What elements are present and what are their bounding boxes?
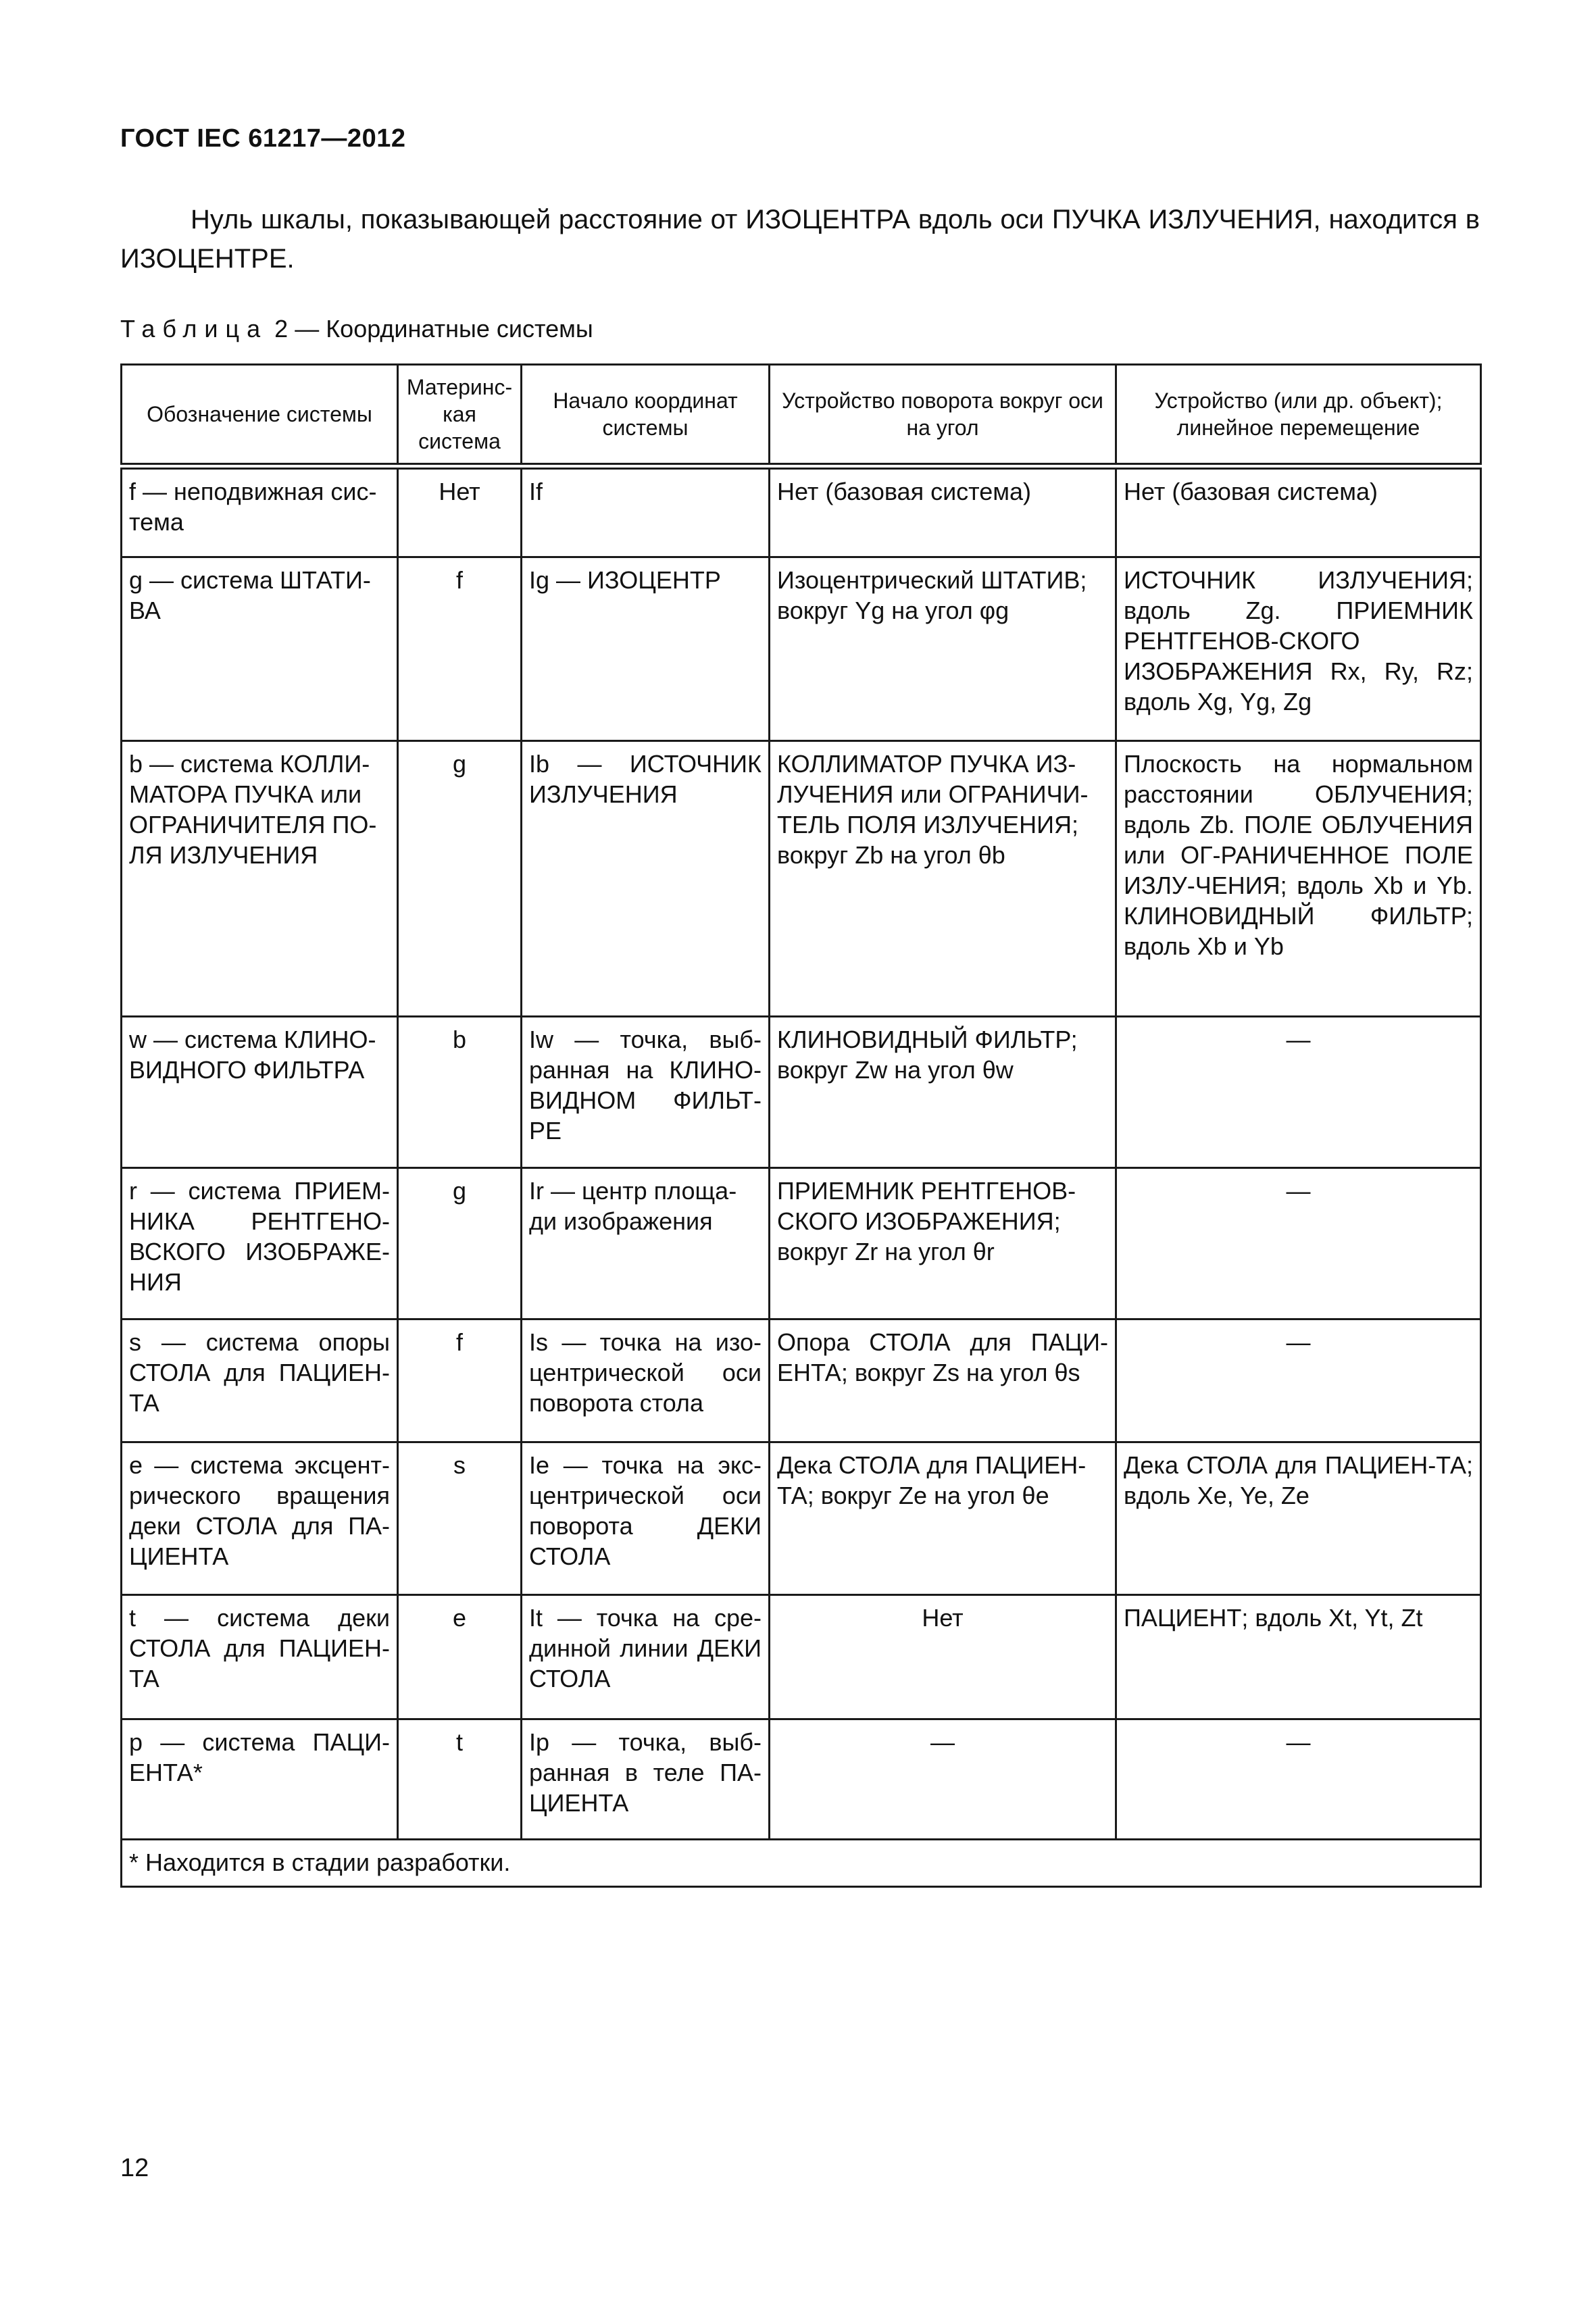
cell-parent-system: Нет bbox=[398, 466, 522, 557]
table-row bbox=[122, 1719, 1481, 1839]
table-row bbox=[122, 1594, 1481, 1719]
table-row bbox=[122, 1167, 1481, 1319]
cell-origin: It — точка на сре-динной линии ДЕКИ СТОЛА bbox=[522, 1594, 770, 1719]
cell-linear-motion: — bbox=[1116, 1719, 1481, 1839]
cell-designation: s — система опоры СТОЛА для ПАЦИЕН-ТА bbox=[122, 1319, 398, 1442]
cell-rotation-device: Нет (базовая система) bbox=[770, 466, 1116, 557]
cell-rotation-device: Изоцентрический ШТАТИВ; вокруг Yg на угол φg bbox=[770, 557, 1116, 740]
table-caption bbox=[120, 315, 593, 343]
column-header-rotation-device: Устройство поворота вокруг оси на угол bbox=[770, 365, 1116, 467]
cell-parent-system: t bbox=[398, 1719, 522, 1839]
table-footnote: * Находится в стадии разработки. bbox=[122, 1839, 1481, 1886]
cell-origin: Iw — точка, выб-ранная на КЛИНО-ВИДНОМ ФИЛЬТ-РЕ bbox=[522, 1016, 770, 1167]
cell-designation: g — система ШТАТИ-ВА bbox=[122, 557, 398, 740]
cell-linear-motion: — bbox=[1116, 1319, 1481, 1442]
cell-origin: If bbox=[522, 466, 770, 557]
cell-parent-system: g bbox=[398, 1167, 522, 1319]
table-caption-label: Таблица bbox=[120, 315, 268, 343]
cell-designation: t — система деки СТОЛА для ПАЦИЕН-ТА bbox=[122, 1594, 398, 1719]
cell-parent-system: e bbox=[398, 1594, 522, 1719]
cell-rotation-device: ПРИЕМНИК РЕНТГЕНОВ-СКОГО ИЗОБРАЖЕНИЯ; вокруг Zr на угол θr bbox=[770, 1167, 1116, 1319]
cell-designation: e — система эксцент-рического вращения деки СТОЛА для ПА-ЦИЕНТА bbox=[122, 1442, 398, 1594]
cell-linear-motion: — bbox=[1116, 1167, 1481, 1319]
cell-linear-motion: — bbox=[1116, 1016, 1481, 1167]
column-header-parent-system: Материнс-кая система bbox=[398, 365, 522, 467]
table-row bbox=[122, 466, 1481, 557]
cell-parent-system: f bbox=[398, 1319, 522, 1442]
table-row bbox=[122, 557, 1481, 740]
column-header-linear-motion: Устройство (или др. объект); линейное перемещение bbox=[1116, 365, 1481, 467]
table-row bbox=[122, 1016, 1481, 1167]
column-header-designation: Обозначение системы bbox=[122, 365, 398, 467]
table-header-row bbox=[122, 365, 1481, 467]
cell-designation: b — система КОЛЛИ-МАТОРА ПУЧКА или ОГРАНИЧИТЕЛЯ ПО-ЛЯ ИЗЛУЧЕНИЯ bbox=[122, 740, 398, 1016]
cell-parent-system: s bbox=[398, 1442, 522, 1594]
cell-origin: Ir — центр площа-ди изображения bbox=[522, 1167, 770, 1319]
cell-origin: Is — точка на изо-центрической оси поворота стола bbox=[522, 1319, 770, 1442]
cell-origin: Ip — точка, выб-ранная в теле ПА-ЦИЕНТА bbox=[522, 1719, 770, 1839]
table-caption-text: 2 — Координатные системы bbox=[274, 315, 593, 343]
cell-designation: f — неподвижная сис-тема bbox=[122, 466, 398, 557]
cell-origin: Ie — точка на экс-центрической оси поворота ДЕКИ СТОЛА bbox=[522, 1442, 770, 1594]
cell-linear-motion: Дека СТОЛА для ПАЦИЕН-ТА; вдоль Xe, Ye, Ze bbox=[1116, 1442, 1481, 1594]
cell-origin: Ib — ИСТОЧНИК ИЗЛУЧЕНИЯ bbox=[522, 740, 770, 1016]
cell-rotation-device: КЛИНОВИДНЫЙ ФИЛЬТР; вокруг Zw на угол θw bbox=[770, 1016, 1116, 1167]
cell-parent-system: f bbox=[398, 557, 522, 740]
cell-linear-motion: Плоскость на нормальном расстоянии ОБЛУЧЕНИЯ; вдоль Zb. ПОЛЕ ОБЛУЧЕНИЯ или ОГ-РАНИЧЕННОЕ ПОЛЕ ИЗЛУ-ЧЕНИЯ; вдоль Xb и Yb. КЛИНОВИДНЫЙ ФИЛЬТР; вдоль Xb и Yb bbox=[1116, 740, 1481, 1016]
cell-linear-motion: ИСТОЧНИК ИЗЛУЧЕНИЯ; вдоль Zg. ПРИЕМНИК РЕНТГЕНОВ-СКОГО ИЗОБРАЖЕНИЯ Rx, Ry, Rz; вдоль Xg, Yg, Zg bbox=[1116, 557, 1481, 740]
table-row bbox=[122, 740, 1481, 1016]
page-number: 12 bbox=[120, 2154, 149, 2182]
cell-designation: w — система КЛИНО-ВИДНОГО ФИЛЬТРА bbox=[122, 1016, 398, 1167]
cell-rotation-device: Дека СТОЛА для ПАЦИЕН-ТА; вокруг Ze на угол θe bbox=[770, 1442, 1116, 1594]
table-row bbox=[122, 1442, 1481, 1594]
cell-designation: r — система ПРИЕМ-НИКА РЕНТГЕНО-ВСКОГО ИЗОБРАЖЕ-НИЯ bbox=[122, 1167, 398, 1319]
cell-rotation-device: КОЛЛИМАТОР ПУЧКА ИЗ-ЛУЧЕНИЯ или ОГРАНИЧИ-ТЕЛЬ ПОЛЯ ИЗЛУЧЕНИЯ; вокруг Zb на угол θb bbox=[770, 740, 1116, 1016]
cell-rotation-device: Опора СТОЛА для ПАЦИ-ЕНТА; вокруг Zs на угол θs bbox=[770, 1319, 1116, 1442]
cell-linear-motion: Нет (базовая система) bbox=[1116, 466, 1481, 557]
cell-linear-motion: ПАЦИЕНТ; вдоль Xt, Yt, Zt bbox=[1116, 1594, 1481, 1719]
cell-parent-system: b bbox=[398, 1016, 522, 1167]
cell-parent-system: g bbox=[398, 740, 522, 1016]
coordinate-systems-table bbox=[120, 363, 1482, 1888]
document-header: ГОСТ IEC 61217—2012 bbox=[120, 124, 406, 153]
table-footnote-row bbox=[122, 1839, 1481, 1886]
table-row bbox=[122, 1319, 1481, 1442]
cell-origin: Ig — ИЗОЦЕНТР bbox=[522, 557, 770, 740]
cell-rotation-device: — bbox=[770, 1719, 1116, 1839]
cell-designation: p — система ПАЦИ-ЕНТА* bbox=[122, 1719, 398, 1839]
intro-paragraph: Нуль шкалы, показывающей расстояние от ИЗОЦЕНТРА вдоль оси ПУЧКА ИЗЛУЧЕНИЯ, находится в ИЗОЦЕНТРЕ. bbox=[120, 205, 1480, 274]
cell-rotation-device: Нет bbox=[770, 1594, 1116, 1719]
column-header-origin: Начало координат системы bbox=[522, 365, 770, 467]
